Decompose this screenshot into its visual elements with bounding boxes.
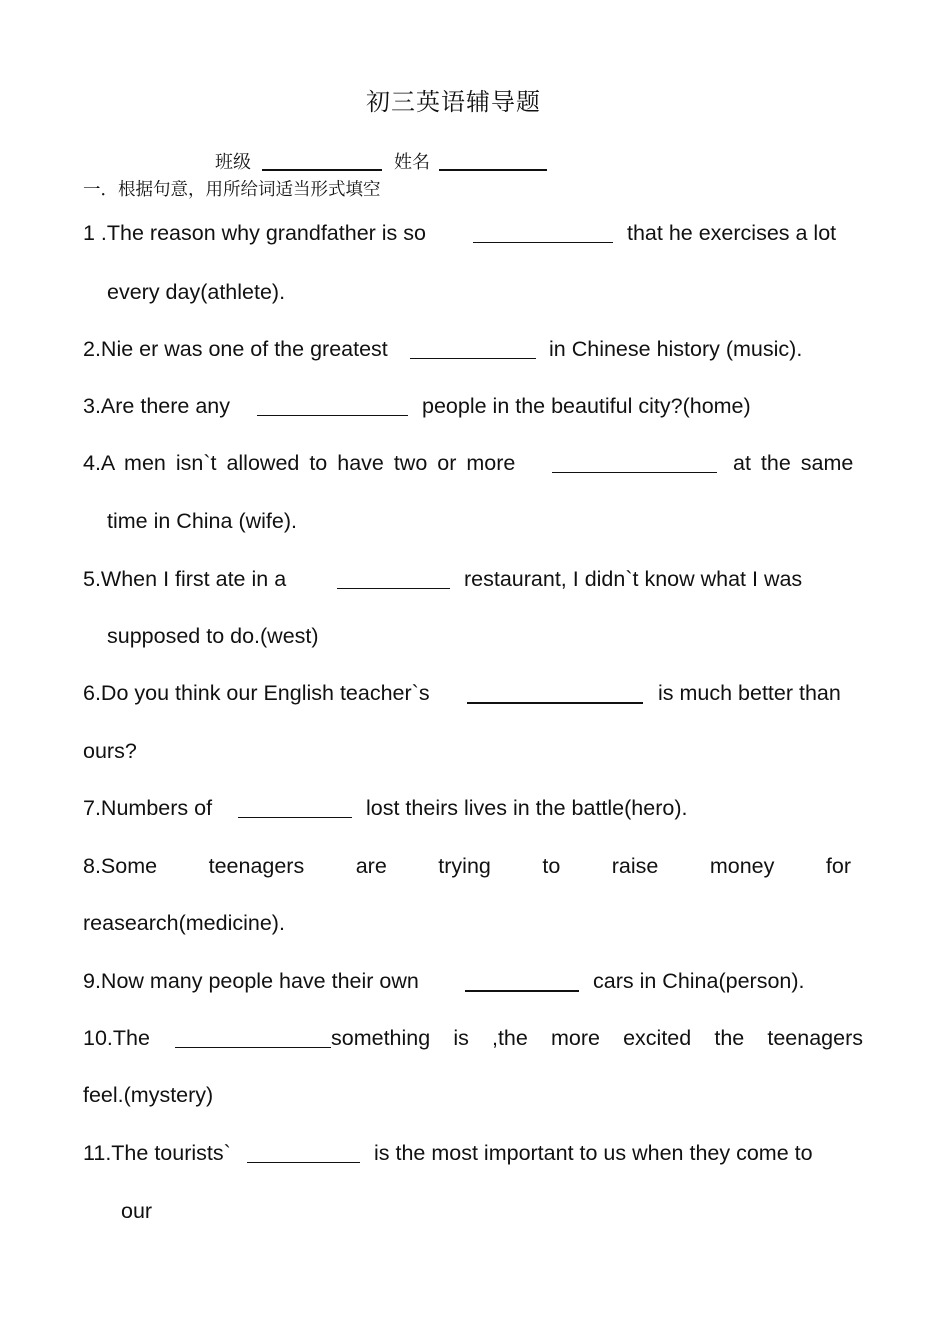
class-label: 班级 [215, 152, 251, 173]
q8-word: raise [611, 854, 659, 878]
q10-line [331, 1026, 863, 1051]
q2-text-a: 2.Nie er was one of the greatest [83, 337, 388, 361]
page-title: 初三英语辅导题 [366, 88, 541, 116]
q8-word: 8.Some [83, 854, 158, 878]
q6-text-a: 6.Do you think our English teacher`s [83, 681, 430, 705]
q4-text-a: 4.A men isn`t allowed to have two or more [83, 451, 516, 475]
name-label: 姓名 [394, 152, 430, 173]
q4-text-c: time in China (wife). [107, 509, 297, 533]
class-blank[interactable] [262, 169, 382, 171]
q9-text-b: cars in China(person). [593, 969, 805, 993]
q11-text-b: is the most important to us when they come to [374, 1141, 813, 1165]
q10-word: more [550, 1026, 600, 1050]
q5-text-a: 5.When I first ate in a [83, 567, 287, 591]
q8-word: are [355, 854, 387, 878]
q6-text-b: is much better than [658, 681, 841, 705]
q8-line [83, 854, 851, 879]
q11-text-c: our [121, 1199, 153, 1223]
name-blank[interactable] [439, 169, 547, 171]
q1-text-a: 1 .The reason why grandfather is so [83, 221, 426, 245]
q11-text-a: 11.The tourists` [83, 1141, 231, 1165]
q3-text-a: 3.Are there any [83, 394, 231, 418]
q5-blank[interactable] [337, 588, 450, 589]
q3-text-b: people in the beautiful city?(home) [422, 394, 751, 418]
q8-word: for [825, 854, 851, 878]
q10-word: is [453, 1026, 469, 1050]
q10-word: the [714, 1026, 745, 1050]
q2-blank[interactable] [410, 358, 536, 359]
q10-text-c: feel.(mystery) [83, 1083, 214, 1107]
q4-text-b: at the same [733, 451, 854, 475]
q10-word: ,the [491, 1026, 528, 1050]
q6-blank[interactable] [467, 702, 643, 704]
q6-text-c: ours? [83, 739, 137, 763]
q8-word: to [542, 854, 561, 878]
q3-blank[interactable] [257, 415, 408, 416]
q2-text-b: in Chinese history (music). [549, 337, 803, 361]
q4-blank[interactable] [552, 472, 717, 473]
q10-word: teenagers [767, 1026, 863, 1050]
q7-blank[interactable] [238, 817, 352, 818]
section-heading: 一．根据句意，用所给词适当形式填空 [83, 180, 381, 200]
q8-word: trying [438, 854, 491, 878]
q7-text-b: lost theirs lives in the battle(hero). [366, 796, 688, 820]
q5-text-b: restaurant, I didn`t know what I was [464, 567, 803, 591]
q1-blank[interactable] [473, 242, 613, 243]
q5-text-c: supposed to do.(west) [107, 624, 319, 648]
q1-text-c: every day(athlete). [107, 280, 286, 304]
q10-blank[interactable] [175, 1047, 331, 1048]
q7-text-a: 7.Numbers of [83, 796, 213, 820]
q10-word: something [331, 1026, 431, 1050]
q1-text-b: that he exercises a lot [627, 221, 837, 245]
q8-text-c: reasearch(medicine). [83, 911, 285, 935]
q8-word: teenagers [208, 854, 305, 878]
q9-text-a: 9.Now many people have their own [83, 969, 419, 993]
q8-word: money [709, 854, 775, 878]
q11-blank[interactable] [247, 1162, 360, 1163]
q9-blank[interactable] [465, 990, 579, 992]
q10-word: excited [623, 1026, 692, 1050]
q10-text-a: 10.The [83, 1026, 150, 1050]
